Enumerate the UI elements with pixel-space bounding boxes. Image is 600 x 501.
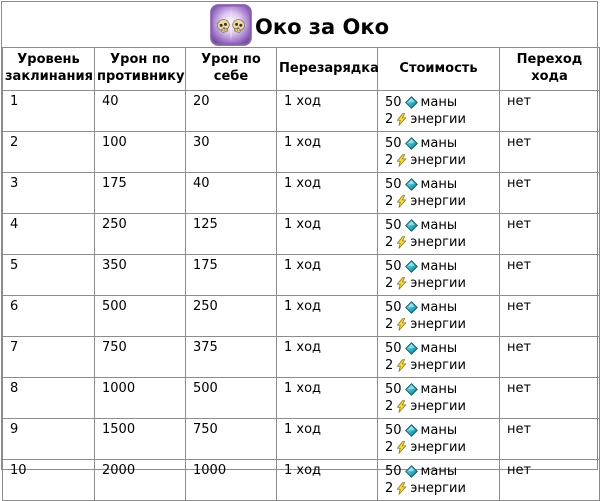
level-cell: 10 [3,460,95,501]
enemy-damage-cell: 500 [95,296,186,337]
level-cell: 9 [3,419,95,460]
mana-cost [385,217,496,234]
energy-icon [396,400,407,413]
enemy-damage-cell: 175 [95,173,186,214]
level-cell: 3 [3,173,95,214]
self-damage-cell: 175 [186,255,277,296]
energy-icon [396,359,407,372]
energy-label: энергии [410,399,466,414]
cooldown-cell: 1 ход [277,296,378,337]
self-damage-cell: 250 [186,296,277,337]
energy-amount: 2 [385,358,394,373]
col-header-cooldown: Перезарядка [277,48,378,91]
mana-label: маны [420,136,458,151]
energy-icon [396,318,407,331]
mana-icon [405,342,418,355]
energy-amount: 2 [385,194,394,209]
cost-cell [378,460,500,501]
self-damage-cell: 375 [186,337,277,378]
turn-cell: нет [500,173,600,214]
turn-cell: нет [500,214,600,255]
energy-cost [385,357,496,374]
mana-cost [385,463,496,480]
table-row [3,296,600,337]
energy-cost [385,439,496,456]
mana-cost [385,94,496,111]
cost-cell [378,337,500,378]
spell-levels-table [2,47,600,501]
energy-label: энергии [410,153,466,168]
cooldown-cell: 1 ход [277,419,378,460]
mana-label: маны [420,259,458,274]
turn-cell: нет [500,255,600,296]
cooldown-cell: 1 ход [277,337,378,378]
mana-cost [385,422,496,439]
cost-cell [378,91,500,132]
table-row [3,173,600,214]
enemy-damage-cell: 100 [95,132,186,173]
mana-label: маны [420,177,458,192]
page-title: Око за Око [254,14,390,39]
turn-cell: нет [500,460,600,501]
energy-label: энергии [410,112,466,127]
cooldown-cell: 1 ход [277,378,378,419]
col-header-cost: Стоимость [378,48,500,91]
table-row [3,378,600,419]
energy-label: энергии [410,317,466,332]
col-header-turn: Переход хода [500,48,600,91]
mana-icon [405,219,418,232]
cooldown-cell: 1 ход [277,214,378,255]
energy-amount: 2 [385,153,394,168]
mana-icon [405,301,418,314]
mana-label: маны [420,341,458,356]
energy-label: энергии [410,235,466,250]
self-damage-cell: 1000 [186,460,277,501]
energy-cost [385,316,496,333]
turn-cell: нет [500,378,600,419]
mana-icon [405,465,418,478]
mana-icon [405,260,418,273]
mana-amount: 50 [385,423,402,438]
energy-cost [385,480,496,497]
enemy-damage-cell: 250 [95,214,186,255]
energy-cost [385,152,496,169]
title-bar [2,2,597,47]
self-damage-cell: 20 [186,91,277,132]
cooldown-cell: 1 ход [277,173,378,214]
level-cell: 1 [3,91,95,132]
mana-amount: 50 [385,218,402,233]
col-header-enemy-damage: Урон по противнику [95,48,186,91]
level-cell: 2 [3,132,95,173]
level-cell: 4 [3,214,95,255]
mana-label: маны [420,382,458,397]
cost-cell [378,214,500,255]
mana-amount: 50 [385,300,402,315]
cooldown-cell: 1 ход [277,255,378,296]
self-damage-cell: 125 [186,214,277,255]
mana-label: маны [420,464,458,479]
mana-cost [385,340,496,357]
mana-label: маны [420,423,458,438]
mana-icon [405,178,418,191]
mana-cost [385,258,496,275]
table-row [3,337,600,378]
cost-cell [378,419,500,460]
mana-cost [385,176,496,193]
enemy-damage-cell: 2000 [95,460,186,501]
mana-cost [385,135,496,152]
mana-amount: 50 [385,177,402,192]
turn-cell: нет [500,296,600,337]
level-cell: 7 [3,337,95,378]
energy-label: энергии [410,194,466,209]
turn-cell: нет [500,419,600,460]
mana-icon [405,96,418,109]
energy-label: энергии [410,481,466,496]
turn-cell: нет [500,337,600,378]
cost-cell [378,296,500,337]
spell-table-panel [1,1,598,496]
cost-cell [378,378,500,419]
energy-cost [385,111,496,128]
mana-icon [405,137,418,150]
energy-amount: 2 [385,399,394,414]
level-cell: 5 [3,255,95,296]
turn-cell: нет [500,91,600,132]
self-damage-cell: 500 [186,378,277,419]
cooldown-cell: 1 ход [277,91,378,132]
col-header-self-damage: Урон по себе [186,48,277,91]
mana-cost [385,299,496,316]
mana-icon [405,424,418,437]
energy-cost [385,234,496,251]
self-damage-cell: 750 [186,419,277,460]
table-row [3,132,600,173]
energy-label: энергии [410,358,466,373]
enemy-damage-cell: 750 [95,337,186,378]
level-cell: 8 [3,378,95,419]
level-cell: 6 [3,296,95,337]
table-row [3,460,600,501]
header-row [3,48,600,91]
energy-icon [396,195,407,208]
energy-icon [396,441,407,454]
cooldown-cell: 1 ход [277,132,378,173]
mana-cost [385,381,496,398]
energy-amount: 2 [385,317,394,332]
mana-amount: 50 [385,341,402,356]
table-row [3,255,600,296]
enemy-damage-cell: 1000 [95,378,186,419]
mana-amount: 50 [385,259,402,274]
energy-icon [396,277,407,290]
mana-label: маны [420,300,458,315]
twin-skulls-spell-icon [210,4,252,46]
mana-amount: 50 [385,464,402,479]
energy-cost [385,398,496,415]
mana-amount: 50 [385,95,402,110]
energy-icon [396,113,407,126]
energy-label: энергии [410,276,466,291]
turn-cell: нет [500,132,600,173]
table-row [3,419,600,460]
energy-cost [385,275,496,292]
cost-cell [378,173,500,214]
energy-amount: 2 [385,481,394,496]
table-row [3,91,600,132]
mana-amount: 50 [385,382,402,397]
energy-amount: 2 [385,235,394,250]
mana-label: маны [420,95,458,110]
energy-cost [385,193,496,210]
energy-amount: 2 [385,112,394,127]
mana-amount: 50 [385,136,402,151]
energy-icon [396,236,407,249]
self-damage-cell: 30 [186,132,277,173]
mana-label: маны [420,218,458,233]
enemy-damage-cell: 40 [95,91,186,132]
enemy-damage-cell: 1500 [95,419,186,460]
col-header-level: Уровень заклинания [3,48,95,91]
mana-icon [405,383,418,396]
self-damage-cell: 40 [186,173,277,214]
cost-cell [378,132,500,173]
table-row [3,214,600,255]
energy-icon [396,154,407,167]
energy-amount: 2 [385,440,394,455]
cost-cell [378,255,500,296]
energy-amount: 2 [385,276,394,291]
energy-icon [396,482,407,495]
cooldown-cell: 1 ход [277,460,378,501]
enemy-damage-cell: 350 [95,255,186,296]
energy-label: энергии [410,440,466,455]
